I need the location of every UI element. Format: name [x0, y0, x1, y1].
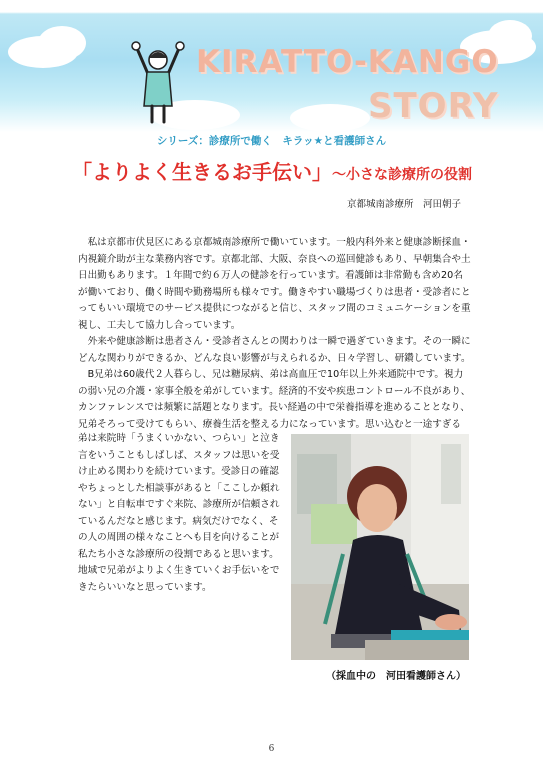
brand-subtitle: STORY — [368, 86, 499, 126]
photo-caption: （採血中の 河田看護師さん） — [326, 671, 466, 682]
title-sub: ～小さな診療所の役割 — [332, 167, 472, 183]
brand-title: KIRATTO-KANGO — [196, 44, 499, 80]
page-number: 6 — [268, 744, 275, 754]
paragraph-1: 私は京都市伏見区にある京都城南診療所で働いています。一般内科外来と健康診断採血・内視鏡介助が主な業務内容です。京都北部、大阪、奈良への巡回健診もあり、早朝集合や土日出勤もあります。１年間で約６万人の健診を行っています。看護師は非常勤も含め20名が働いており、働く時間や勤務場所も様々です。働きやすい職場づくりは患者・受診者にとってもいい環境でのサービス提供につながると信じ、スタッフ間のコミュニケーションを重視し、工夫して協力し合っています。 — [78, 237, 471, 331]
article-title — [72, 156, 472, 185]
article-body — [78, 235, 471, 433]
photo-scene — [291, 434, 469, 660]
author-byline: 京都城南診療所 河田朝子 — [346, 199, 461, 210]
series-heading: シリーズ：診療所で働く キラッ★と看護師さん — [156, 135, 387, 147]
header-banner — [0, 0, 543, 150]
paragraph-2: 外来や健康診断は患者さん・受診者さんとの関わりは一瞬で過ぎていきます。その一瞬にどんな関わりができるか、どんな良い影響が与えられるか、日々学習し、研鑽しています。 — [78, 336, 471, 364]
paragraph-continued: 弟は来院時「うまくいかない、つらい」と泣き言をいうこともしばしば、スタッフは思いを受け止める関わりを続けています。受診日の確認やちょっとした相談事があると「ここしか頼れない」と自転車ですぐ来院、診療所が信頼されているんだなと感じます。病気だけでなく、その人の周囲の様々なことへも目を向けることが私たち小さな診療所の役割であると思います。地域で兄弟がよりよく生きていくお手伝いをできたらいいなと思っています。 — [78, 433, 280, 593]
title-main: 「よりよく生きるお手伝い」 — [72, 160, 332, 184]
nurse-illustration — [130, 40, 186, 126]
nurse-photo — [291, 434, 469, 660]
paragraph-3: B兄弟は60歳代２人暮らし、兄は糖尿病、弟は高血圧で10年以上外来通院中です。視力の弱い兄の介護・家事全般を弟がしています。経済的不安や疾患コントロール不良があり、カンファレンスでは頻繁に話題となります。長い経過の中で栄養指導を進めることとなり、兄弟そろって受けてもらい、療養生活を整える力になっています。思い込むと一途すぎる — [78, 369, 471, 430]
